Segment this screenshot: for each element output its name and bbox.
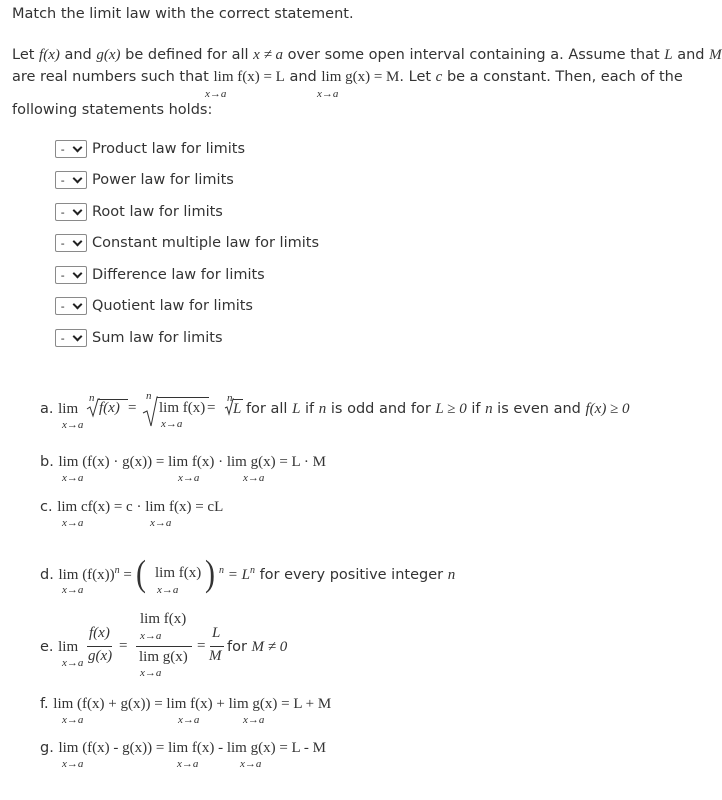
match-row-quotient bbox=[55, 296, 253, 316]
statement-e-den: g(x) bbox=[88, 648, 113, 664]
statement-b-sub-2: x→a bbox=[178, 472, 200, 484]
statement-e-eq2: = bbox=[197, 638, 206, 654]
chevron-down-icon bbox=[73, 237, 83, 247]
law-label: Product law for limits bbox=[92, 141, 246, 157]
statement-a-sub: x→a bbox=[62, 419, 84, 431]
statement-e-den3: M bbox=[209, 648, 222, 664]
statement-f: f. lim (f(x) + g(x)) = lim f(x) + lim g(x) = L + M bbox=[40, 696, 332, 712]
left-paren: ( bbox=[136, 552, 146, 594]
statement-a-radicand: f(x) bbox=[99, 400, 120, 416]
statement-a: a. lim bbox=[40, 401, 79, 417]
intro-line-2: are real numbers such that lim f(x) = L and lim g(x) = M. Let c be a constant. Then, each of the bbox=[12, 69, 683, 85]
statement-e-num3: L bbox=[212, 625, 221, 641]
fraction-bar bbox=[136, 646, 192, 647]
statement-d-inner: lim f(x) bbox=[155, 565, 202, 581]
statement-e-den2-sub: x→a bbox=[140, 667, 162, 679]
chevron-down-icon bbox=[73, 269, 83, 279]
statement-f-sub: x→a bbox=[62, 714, 84, 726]
statement-g: g. lim (f(x) - g(x)) = lim f(x) - lim g(x) = L - M bbox=[40, 740, 326, 756]
statement-a-root-index-3: n bbox=[227, 392, 233, 404]
statement-e: e. lim bbox=[40, 639, 79, 655]
radical-bar bbox=[157, 397, 209, 398]
statement-b-sub-3: x→a bbox=[243, 472, 265, 484]
match-dropdown[interactable]: - bbox=[55, 329, 87, 347]
match-row-difference bbox=[55, 265, 265, 285]
statement-e-num2-sub: x→a bbox=[140, 630, 162, 642]
match-row-power bbox=[55, 170, 234, 190]
statement-b: b. lim (f(x) · g(x)) = lim f(x) · lim g(x) = L · M bbox=[40, 454, 326, 470]
radical-bar bbox=[233, 399, 243, 400]
instruction: Match the limit law with the correct statement. bbox=[12, 6, 354, 22]
statement-g-sub-2: x→a bbox=[177, 758, 199, 770]
statement-c-sub-2: x→a bbox=[150, 517, 172, 529]
statement-g-sub-3: x→a bbox=[240, 758, 262, 770]
statement-g-sub: x→a bbox=[62, 758, 84, 770]
statement-b-sub: x→a bbox=[62, 472, 84, 484]
statement-a-inner-sub: x→a bbox=[161, 418, 183, 430]
law-label: Quotient law for limits bbox=[92, 298, 253, 314]
statement-d-sub: x→a bbox=[62, 584, 84, 596]
match-row-sum bbox=[55, 328, 223, 348]
match-dropdown[interactable]: - bbox=[55, 203, 87, 221]
statement-c-sub: x→a bbox=[62, 517, 84, 529]
law-label: Sum law for limits bbox=[92, 330, 223, 346]
match-dropdown[interactable]: - bbox=[55, 266, 87, 284]
fraction-bar bbox=[87, 646, 112, 647]
match-row-constant-multiple bbox=[55, 233, 319, 253]
intro-line-1: Let f(x) and g(x) be defined for all x ≠ a over some open interval containing a. Assume that L and M bbox=[12, 47, 722, 63]
statement-f-sub-2: x→a bbox=[178, 714, 200, 726]
chevron-down-icon bbox=[73, 300, 83, 310]
law-label: Root law for limits bbox=[92, 204, 223, 220]
statement-e-num2: lim f(x) bbox=[140, 611, 187, 627]
match-dropdown[interactable]: - bbox=[55, 171, 87, 189]
chevron-down-icon bbox=[73, 174, 83, 184]
statement-a-inner: lim f(x) bbox=[159, 400, 206, 416]
statement-a-root-index-2: n bbox=[146, 390, 152, 402]
match-dropdown[interactable]: - bbox=[55, 140, 87, 158]
statement-e-num: f(x) bbox=[89, 625, 110, 641]
statement-a-root-index: n bbox=[89, 392, 95, 404]
statement-e-rest: for M ≠ 0 bbox=[227, 639, 288, 655]
statement-a-eq2: = bbox=[207, 400, 216, 416]
statement-a-eq1: = bbox=[128, 400, 137, 416]
statement-e-sub: x→a bbox=[62, 657, 84, 669]
chevron-down-icon bbox=[73, 143, 83, 153]
match-dropdown[interactable]: - bbox=[55, 297, 87, 315]
law-label: Constant multiple law for limits bbox=[92, 235, 319, 251]
statement-d-inner-sub: x→a bbox=[157, 584, 179, 596]
law-label: Difference law for limits bbox=[92, 267, 265, 283]
statement-d-rest: $^n = L^n$ for every positive integer n bbox=[219, 565, 456, 583]
statement-e-den2: lim g(x) bbox=[139, 649, 188, 665]
statement-d: d. $\lim (f(x))^n$ = bbox=[40, 565, 132, 583]
match-dropdown[interactable]: - bbox=[55, 234, 87, 252]
statement-c: c. lim cf(x) = c · lim f(x) = cL bbox=[40, 499, 224, 515]
radical-icon bbox=[142, 396, 158, 428]
match-row-root bbox=[55, 202, 223, 222]
statement-e-eq: = bbox=[119, 638, 128, 654]
match-row-product bbox=[55, 139, 245, 159]
intro-sub-1: x→a bbox=[205, 88, 227, 100]
fraction-bar bbox=[210, 646, 224, 647]
law-label: Power law for limits bbox=[92, 172, 234, 188]
intro-line-3: following statements holds: bbox=[12, 102, 213, 118]
statement-f-sub-3: x→a bbox=[243, 714, 265, 726]
statement-a-rest: L for all L if n is odd and for L ≥ 0 if n is even and f(x) ≥ 0 bbox=[233, 401, 630, 417]
intro-sub-2: x→a bbox=[317, 88, 339, 100]
chevron-down-icon bbox=[73, 332, 83, 342]
chevron-down-icon bbox=[73, 206, 83, 216]
right-paren: ) bbox=[205, 552, 215, 594]
radical-icon bbox=[86, 398, 100, 418]
